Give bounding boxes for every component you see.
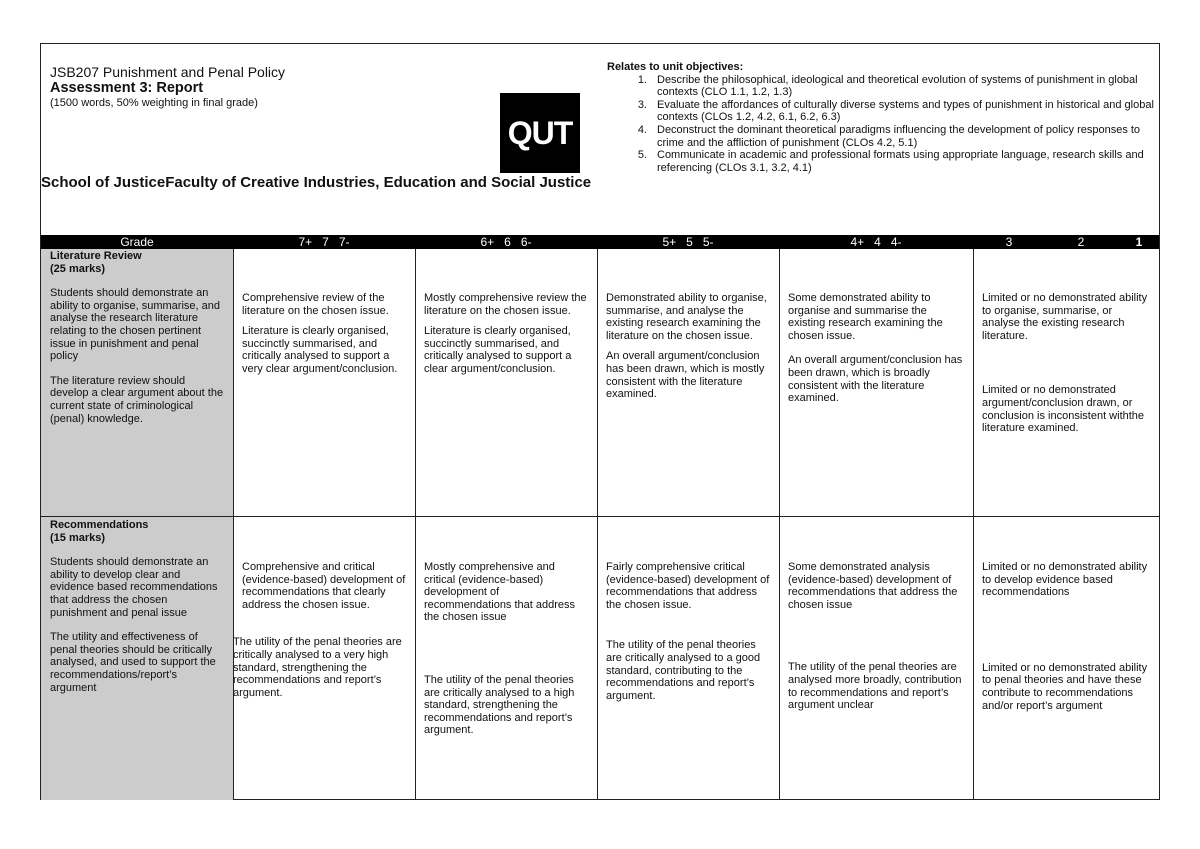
descriptor-text: Limited or no demonstrated ability to penal theories and have these contribute to recommendations and/or report’s argument xyxy=(982,661,1148,712)
descriptor-cell xyxy=(779,249,973,516)
grade-band-3: 3 xyxy=(1005,235,1013,249)
criterion-literature-review xyxy=(41,249,233,516)
rubric-sheet xyxy=(40,43,1160,800)
qut-logo: QUT xyxy=(500,93,580,173)
descriptor-cell xyxy=(415,249,597,516)
grade-column-header: Grade xyxy=(120,235,154,249)
objective-item xyxy=(607,99,1155,124)
objective-number: 3. xyxy=(637,98,647,111)
criterion-title: Recommendations xyxy=(50,519,149,531)
grade-band-7: 7+ 7 7- xyxy=(298,235,350,249)
descriptor-text: Mostly comprehensive and critical (evidence-based) development of recommendations that address the chosen issue xyxy=(424,561,576,624)
objective-text: Describe the philosophical, ideological and theoretical evolution of systems of punishment in global contexts (CLO 1.1, 1.2, 1.3) xyxy=(657,73,1138,99)
criterion-description: Students should demonstrate an ability to develop clear and evidence based recommendations that address the chosen punishment and penal issue xyxy=(50,556,218,619)
grade-band-4: 4+ 4 4- xyxy=(850,235,902,249)
criterion-recommendations xyxy=(41,517,233,800)
objective-text: Evaluate the affordances of culturally diverse systems and types of punishment in historical and global contexts (CLOs 1.2, 4.2, 6.1, 6.2, 6.3) xyxy=(657,98,1154,124)
descriptor-text: Some demonstrated analysis (evidence-based) development of recommendations that address the chosen issue xyxy=(788,561,958,611)
descriptor-text: Mostly comprehensive review the literature on the chosen issue. xyxy=(424,292,587,317)
descriptor-text: Limited or no demonstrated argument/conclusion drawn, or conclusion is inconsistent withthe literature examined. xyxy=(982,384,1145,435)
descriptor-cell xyxy=(973,517,1159,800)
descriptor-cell xyxy=(415,517,597,800)
unit-objectives xyxy=(607,61,1155,174)
grade-band-6: 6+ 6 6- xyxy=(480,235,532,249)
criterion-description: Students should demonstrate an ability to organise, summarise, and analyse the research literature relating to the chosen pertinent issue in punishment and penal policy xyxy=(50,287,220,363)
grade-band-1: 1 xyxy=(1135,235,1143,249)
assessment-title: Assessment 3: Report xyxy=(50,80,204,96)
descriptor-text: An overall argument/conclusion has been drawn, which is broadly consistent with the literature examined. xyxy=(788,354,963,405)
descriptor-text: Limited or no demonstrated ability to organise, summarise, or analyse the existing research literature. xyxy=(982,292,1148,342)
objective-text: Deconstruct the dominant theoretical paradigms influencing the development of policy responses to crime and the affliction of punishment (CLOs 4.2, 5.1) xyxy=(657,123,1141,149)
objective-item xyxy=(607,149,1155,174)
objective-number: 1. xyxy=(637,73,647,86)
descriptor-cell xyxy=(233,517,415,800)
criterion-description: The literature review should develop a clear argument about the current state of criminological (penal) knowledge. xyxy=(50,374,224,425)
descriptor-text: The utility of the penal theories are critically analysed to a very high standard, strengthening the recommendations and report’s argument. xyxy=(233,636,402,699)
descriptor-text: Literature is clearly organised, succinctly summarised, and critically analysed to support a very clear argument/conclusion. xyxy=(242,325,398,375)
descriptor-text: The utility of the penal theories are critically analysed to a high standard, strengthening the recommendations and report’s argument. xyxy=(424,673,575,737)
descriptor-text: An overall argument/conclusion has been drawn, which is mostly consistent with the literature examined. xyxy=(606,350,765,401)
descriptor-text: Comprehensive review of the literature on the chosen issue. xyxy=(242,292,389,317)
criterion-marks: (25 marks) xyxy=(50,262,106,275)
objectives-heading: Relates to unit objectives: xyxy=(607,61,744,73)
criterion-marks: (15 marks) xyxy=(50,531,106,544)
descriptor-text: Comprehensive and critical (evidence-based) development of recommendations that clearly address the chosen issue. xyxy=(242,561,406,611)
descriptor-cell xyxy=(597,249,779,516)
descriptor-text: The utility of the penal theories are analysed more broadly, contribution to recommendations and report’s argument unclear xyxy=(788,661,962,712)
school-name: School of JusticeFaculty of Creative Industries, Education and Social Justice xyxy=(41,174,592,191)
descriptor-text: Fairly comprehensive critical (evidence-based) development of recommendations that address the chosen issue. xyxy=(606,561,770,611)
objective-item xyxy=(607,74,1155,99)
descriptor-text: Literature is clearly organised, succinctly summarised, and critically analysed to support a clear argument/conclusion. xyxy=(424,325,572,375)
grade-band-2: 2 xyxy=(1077,235,1085,249)
objective-number: 5. xyxy=(637,149,647,162)
descriptor-text: Some demonstrated ability to organise and summarise the existing research examining the chosen issue. xyxy=(788,292,943,342)
objective-text: Communicate in academic and professional formats using appropriate language, research skills and referencing (CLOs 3.1, 3.2, 4.1) xyxy=(657,149,1144,174)
descriptor-cell xyxy=(233,249,415,516)
unit-code: JSB207 Punishment and Penal Policy xyxy=(50,64,286,80)
criterion-title: Literature Review xyxy=(50,250,142,262)
descriptor-text: Limited or no demonstrated ability to develop evidence based recommendations xyxy=(982,561,1148,599)
descriptor-cell xyxy=(779,517,973,800)
grade-header-bar xyxy=(41,235,1159,249)
descriptor-text: The utility of the penal theories are critically analysed to a good standard, contributing to the recommendations and report’s argument. xyxy=(606,639,761,702)
objective-item xyxy=(607,124,1155,149)
descriptor-cell xyxy=(973,249,1159,516)
assessment-note: (1500 words, 50% weighting in final grade) xyxy=(50,97,258,109)
grade-band-5: 5+ 5 5- xyxy=(662,235,714,249)
descriptor-text: Demonstrated ability to organise, summarise, and analyse the existing research examining the literature on the chosen issue. xyxy=(606,292,767,342)
criterion-description: The utility and effectiveness of penal theories should be critically analysed, and used to support the recommendations/report’s argument xyxy=(50,631,216,694)
descriptor-cell xyxy=(597,517,779,800)
objective-number: 4. xyxy=(637,123,647,136)
